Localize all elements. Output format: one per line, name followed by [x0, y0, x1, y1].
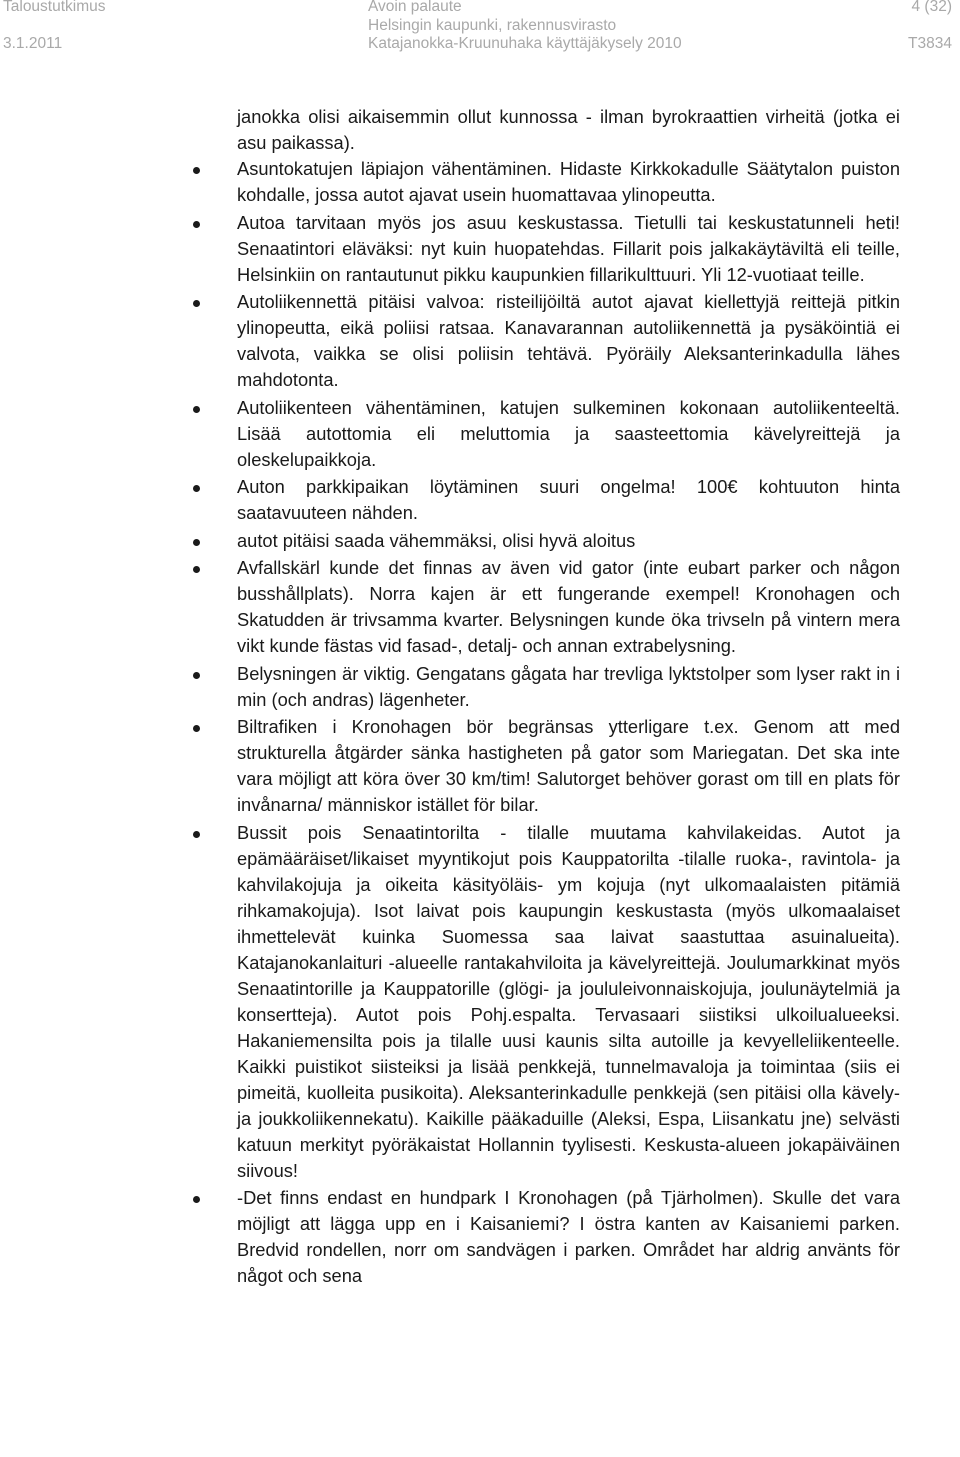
list-item: [237, 289, 900, 393]
company-name: Taloustutkimus: [3, 0, 106, 15]
list-item: [237, 661, 900, 713]
client-name: Helsingin kaupunki, rakennusvirasto: [368, 17, 617, 34]
feedback-content: [237, 104, 900, 1291]
bullet-icon: [193, 539, 200, 546]
section-title: Avoin palaute: [368, 0, 462, 15]
bullet-icon: [193, 485, 200, 492]
list-item: [237, 210, 900, 288]
project-code: T3834: [908, 35, 952, 52]
list-item-text: -Det finns endast en hundpark I Kronohagen (på Tjärholmen). Skulle det vara möjligt att lägga upp en i Kaisaniemi? I östra kanten av Kaisaniemi parken. Bredvid rondellen, norr om sandvägen i parken. Området har aldrig använts för något och sena: [237, 1187, 900, 1286]
list-item-text: Bussit pois Senaatintorilta - tilalle muutama kahvilakeidas. Autot ja epämääräiset/likaiset myyntikojut pois Kauppatorilta -tilalle ruoka-, ravintola- ja kahvilakojuja ja oikeita käsityöläis- ym kojuja (nyt ulkomaalaisten pitämiä rihkamakojuja). Isot laivat pois kaupungin keskustasta (myös ulkomaalaiset ihmettelevät kuinka Suomessa saa laivat saastuttaa asuinalueita). Katajanokanlaituri -alueelle rantakahviloita ja kävelyreittejä. Joulumarkkinat myös Senaatintorille ja Kauppatorille (glögi- ja joululeivonnaiskojuja, joulunäytelmiä ja konsertteja). Autot pois Pohj.espalta. Tervasaari siistiksi ulkoilualueeksi. Hakaniemensilta pois ja tilalle uusi kaunis silta autoille ja kevyelleliikenteelle. Kaikki puistikot siisteiksi ja lisää penkkejä, tunnelmavaloja ja toimintaa (siis ei pimeitä, kuolleita pusikoita). Aleksanterinkadulle penkkejä (sen pitäisi olla kävely- ja joukkoliikennekatu). Kaikille pääkaduille (Aleksi, Espa, Liisankatu jne) selvästi katuun merkityt pyöräkaistat Hollannin tyylisesti. Keskusta-alueen jokapäiväinen siivous!: [237, 821, 900, 1181]
list-item-text: Asuntokatujen läpiajon vähentäminen. Hidaste Kirkkokadulle Säätytalon puiston kohdalle, jossa autot ajavat usein huomattavaa ylinopeutta.: [237, 158, 900, 205]
page-header: [0, 0, 960, 58]
survey-name: Katajanokka-Kruunuhaka käyttäjäkysely 2010: [368, 35, 682, 52]
bullet-icon: [193, 725, 200, 732]
list-item-text: Auton parkkipaikan löytäminen suuri ongelma! 100€ kohtuuton hinta saatavuuteen nähden.: [237, 476, 900, 523]
report-date: 3.1.2011: [3, 35, 63, 52]
list-item: [237, 1185, 900, 1289]
list-item: [237, 474, 900, 526]
list-item-text: autot pitäisi saada vähemmäksi, olisi hyvä aloitus: [237, 529, 636, 551]
list-item-text: Autoliikennettä pitäisi valvoa: risteilijöiltä autot ajavat kiellettyjä reittejä pitkin ylinopeutta, eikä poliisi ratsaa. Kanavarannan autoliikennettä ja pysäköintiä ei valvota, vaikka se olisi poliisin tehtävä. Pyöräily Aleksanterinkadulla lähes mahdotonta.: [237, 291, 900, 390]
list-item-text: Autoliikenteen vähentäminen, katujen sulkeminen kokonaan autoliikenteeltä. Lisää autottomia eli meluttomia ja saasteettomia kävelyreittejä ja oleskelupaikkoja.: [237, 396, 900, 470]
list-item-text: Avfallskärl kunde det finnas av även vid gator (inte eubart parker och någon busshållplats). Norra kajen är ett fungerande exempel! Kronohagen och Skatudden är trivsamma kvarter. Belysningen kunde öka trivseln på vintern mera vikt kunde fästas vid fasad-, detalj- och annan extrabelysning.: [237, 557, 900, 656]
list-item-text: Belysningen är viktig. Gengatans gågata har trevliga lyktstolper som lyser rakt in i min (och andras) lägenheter.: [237, 662, 900, 710]
bullet-icon: [193, 167, 200, 174]
page-number: 4 (32): [911, 0, 952, 15]
list-item: [237, 714, 900, 818]
bullet-icon: [193, 1196, 200, 1203]
list-item: [237, 156, 900, 208]
list-item: [237, 528, 900, 554]
bullet-icon: [193, 831, 200, 838]
bullet-icon: [193, 672, 200, 679]
bullet-icon: [193, 300, 200, 307]
bullet-icon: [193, 221, 200, 228]
bullet-icon: [193, 406, 200, 413]
list-item: [237, 395, 900, 473]
list-item: [237, 555, 900, 659]
continuation-text: janokka olisi aikaisemmin ollut kunnossa - ilman byrokraattien virheitä (jotka ei asu paikassa).: [237, 106, 900, 153]
bullet-icon: [193, 566, 200, 573]
list-item-text: Biltrafiken i Kronohagen bör begränsas ytterligare t.ex. Genom att med strukturella åtgärder sänka hastigheten på gator som Mariegatan. Det ska inte vara möjligt att köra över 30 km/tim! Salutorget behöver gorast om till en plats för invånarna/ människor istället för bilar.: [237, 716, 900, 815]
list-item: [237, 820, 900, 1184]
list-item-text: Autoa tarvitaan myös jos asuu keskustassa. Tietulli tai keskustatunneli heti! Senaatintori eläväksi: nyt kuin huopatehdas. Fillarit pois jalkakäytäviltä eli teille, Helsinkiin on rantautunut pikku kaupunkien fillarikulttuuri. Yli 12-vuotiaat teille.: [237, 211, 900, 285]
feedback-list: [237, 156, 900, 1289]
